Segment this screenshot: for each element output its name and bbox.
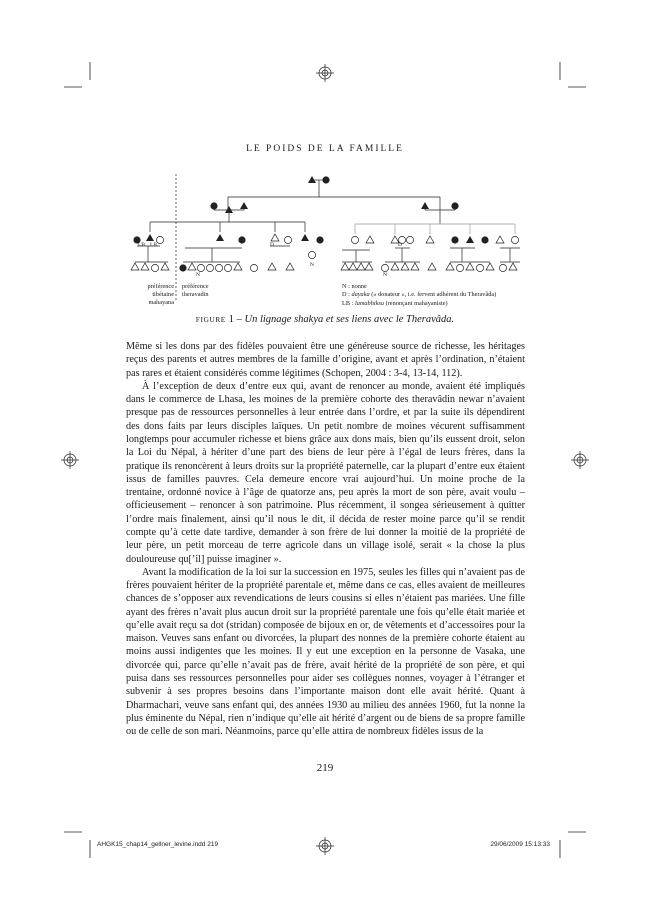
label-d-left: D [270, 242, 274, 248]
slug-datetime: 29/06/2009 15:13:33 [490, 841, 550, 848]
body-text [126, 340, 525, 738]
label-n-mid: N [310, 262, 314, 268]
preference-left-line-1: préférence [147, 283, 174, 290]
preference-left-line-2: tibétaine [152, 291, 174, 299]
preference-right-line-1: préférence [182, 283, 209, 290]
preference-right [182, 283, 242, 299]
preference-left [126, 283, 174, 308]
label-n-left: N [196, 272, 200, 278]
page-number: 219 [316, 762, 334, 774]
caption-text: Un lignage shakya et ses liens avec le Theravâda. [244, 314, 455, 325]
label-d-right: D [398, 242, 402, 248]
registration-mark-left [61, 451, 79, 469]
label-lb-1: LB [138, 242, 146, 248]
preference-left-line-3: mahayana [148, 299, 174, 307]
slug-file: AHGK15_chap14_gellner_levine.indd 219 [97, 841, 219, 848]
registration-mark-bottom [316, 837, 334, 855]
figure-legend [342, 283, 532, 308]
caption-number: 1 [228, 313, 235, 325]
legend-d: D : dayaka (« donateur », i.e. fervent adhérent du Theravâda) [342, 291, 497, 299]
legend-n: N : nonne [342, 283, 367, 290]
caption-label: FIGURE [195, 315, 226, 324]
paragraph-1: Même si les dons par des fidèles pouvaient être une généreuse source de richesse, les héritages reçus des parents et autres membres de la famille d’origine, avant et après l’ordination, n’étaient pas rares et étaient considérés comme légitimes (Schopen, 2004 : 3-4, 13-14, 112). [126, 341, 525, 379]
figure-caption: FIGURE 1 – Un lignage shakya et ses liens avec le Theravâda. [195, 313, 455, 325]
paragraph-2: À l’exception de deux d’entre eux qui, avant de renoncer au monde, avaient été impliqués dans le commerce de Lhasa, les moines de la première cohorte des theravâdin newar n’avaient presque pas de ressources personnelles à leur entrée dans l’ordre, et par la suite ils dépendirent des dons faits par leurs disciples laïques. Un petit nombre de moines vécurent suffisamment longtemps pour accumuler richesse et biens grâce aux dons mais, bien qu’ils eussent droit, selon la Loi du Népal, à hériter d’une part des biens de leur père à l’égal de leurs frères, dans la pratique ils renoncèrent à leurs droits sur la propriété paternelle, car la plupart d’entre eux étaient issus de familles pauvres. Cela demeure encore vrai aujourd’hui. Un moine proche de la trentaine, ordonné novice à l’âge de quatorze ans, peu après la mort de son père, avait voulu – officieusement – renoncer à son patrimoine. Plus récemment, il songea sérieusement à quitter l’ordre mais finalement, ainsi qu’il nous le dit, il décida de rester moine parce qu’il se rendit compte qu’à cette date tardive, demander à son frère de lui donner la moitié de la propriété de leur père, un petit morceau de terre agricole dans un village isolé, serait « la chose la plus douloureuse qu[’il] puisse imaginer ». [126, 380, 525, 565]
running-header: LE POIDS DE LA FAMILLE [246, 144, 404, 154]
legend-lb: LB : lamabhiksu (renonçant mahayaniste) [342, 299, 448, 307]
kinship-diagram [0, 0, 650, 320]
preference-right-line-2: theravadin [182, 291, 209, 299]
registration-mark-right [571, 451, 589, 469]
label-n-right: N [383, 272, 387, 278]
paragraph-3: Avant la modification de la loi sur la succession en 1975, seules les filles qui n’avaient pas de frères pouvaient hériter de la propriété parentale et, même dans ce cas, elles avaient de meilleures chances de s’opposer aux revendications de leurs cousins si elles n’étaient pas mariées. Une fille ayant des frères n’avait plus aucun droit sur la propriété parentale une fois qu’elle était mariée et qu’elle avait reçu sa dot (stridan) composée de bijoux en or, de vêtements et d’accessoires pour la maison. Veuves sans enfant ou divorcées, la plupart des nonnes de la première cohorte étaient au moins aussi indigentes que les moines. Il y eut une exception en la personne de Vasaka, une divorcée qui, parce qu’elle n’avait pas de frère, avait hérité de la propriété de son père, et qui puisa dans ses ressources personnelles pour aider ses collègues nonnes, voyager à l’étranger et subvenir à ses propres besoins dans l’importante maison dont elle avait hérité. Quant à Dharmachari, veuve sans enfant qui, des années 1930 au milieu des années 1960, fut la nonne la plus éminente du Népal, rien n’indique qu’elle ait hérité d’argent ou de biens de sa propre famille ou de celle de son mari. Néanmoins, parce qu’elle attira de nombreux fidèles issus de la [126, 566, 525, 738]
label-lb-2: LB [150, 242, 158, 248]
